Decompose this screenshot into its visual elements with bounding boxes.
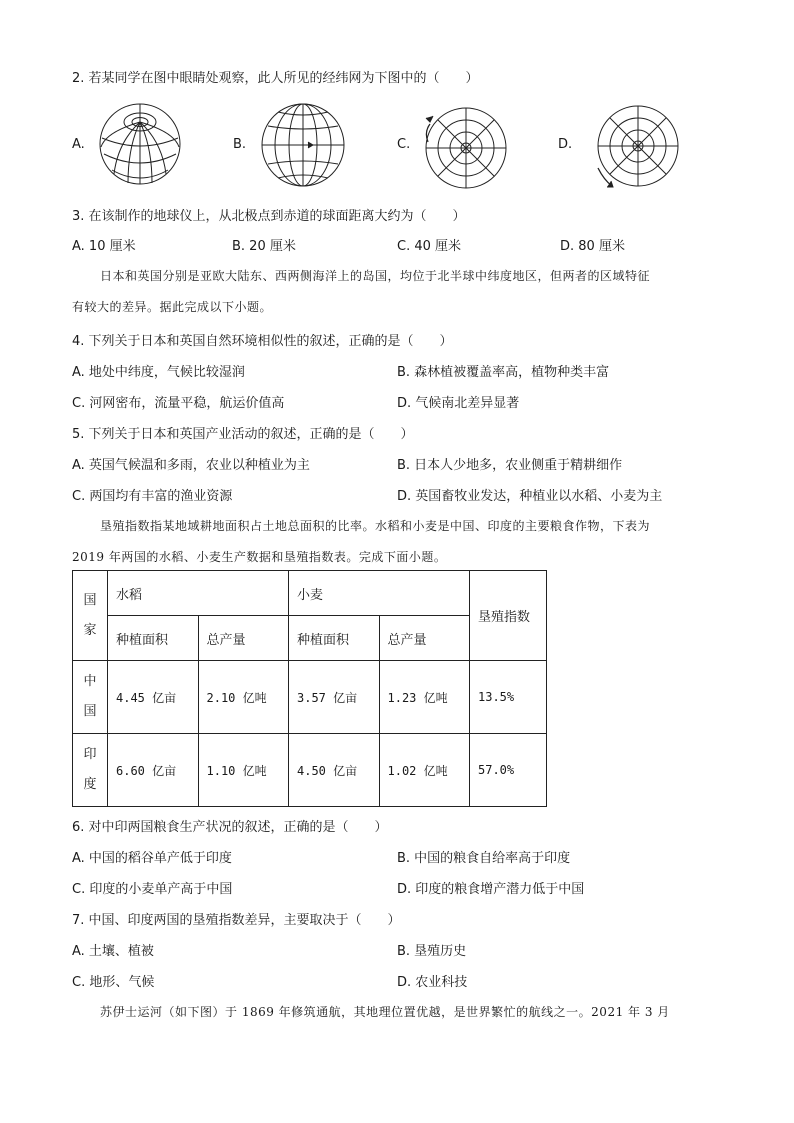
q2-option-b-label: B. xyxy=(233,137,247,152)
crop-data-table xyxy=(72,570,547,807)
india-wheat-output: 1.02 亿吨 xyxy=(379,734,470,807)
q5-option-c: C. 两国均有丰富的渔业资源 xyxy=(72,489,233,504)
q2-option-d-label: D. xyxy=(558,137,573,152)
q2-option-a-label: A. xyxy=(72,137,85,152)
q4-option-b: B. 森林植被覆盖率高，植物种类丰富 xyxy=(397,365,610,380)
q7-stem: 7. 中国、印度两国的垦殖指数差异，主要取决于（ ） xyxy=(72,913,401,928)
passage1-line2: 有较大的差异。据此完成以下小题。 xyxy=(72,300,273,314)
china-wheat-area: 3.57 亿亩 xyxy=(289,661,380,734)
q7-option-d: D. 农业科技 xyxy=(397,975,468,990)
china-rice-area: 4.45 亿亩 xyxy=(108,661,199,734)
q3-option-b: B. 20 厘米 xyxy=(232,239,296,254)
table-row xyxy=(73,734,547,807)
q4-stem: 4. 下列关于日本和英国自然环境相似性的叙述，正确的是（ ） xyxy=(72,334,453,349)
globe-diagram-d xyxy=(592,102,684,194)
passage3-line1: 苏伊士运河（如下图）于 1869 年修筑通航，其地理位置优越，是世界繁忙的航线之一。2021 年 3 月 xyxy=(100,1005,670,1019)
q6-option-d: D. 印度的粮食增产潜力低于中国 xyxy=(397,882,585,897)
q3-option-a: A. 10 厘米 xyxy=(72,239,136,254)
q5-option-b: B. 日本人少地多，农业侧重于精耕细作 xyxy=(397,458,623,473)
q5-stem: 5. 下列关于日本和英国产业活动的叙述，正确的是（ ） xyxy=(72,427,414,442)
passage2-line2: 2019 年两国的水稻、小麦生产数据和垦殖指数表。完成下面小题。 xyxy=(72,550,447,564)
globe-diagram-c xyxy=(420,102,510,192)
header-wheat: 小麦 xyxy=(289,571,470,616)
q4-option-d: D. 气候南北差异显著 xyxy=(397,396,520,411)
q6-option-b: B. 中国的粮食自给率高于印度 xyxy=(397,851,571,866)
q7-option-c: C. 地形、气候 xyxy=(72,975,155,990)
q6-option-c: C. 印度的小麦单产高于中国 xyxy=(72,882,233,897)
q6-stem: 6. 对中印两国粮食生产状况的叙述，正确的是（ ） xyxy=(72,820,388,835)
row-country-china: 中 国 xyxy=(73,661,108,734)
q5-option-d: D. 英国畜牧业发达，种植业以水稻、小麦为主 xyxy=(397,489,663,504)
q3-option-d: D. 80 厘米 xyxy=(560,239,625,254)
passage1-line1: 日本和英国分别是亚欧大陆东、西两侧海洋上的岛国，均位于北半球中纬度地区，但两者的区域特征 xyxy=(100,269,651,283)
q5-option-a: A. 英国气候温和多雨，农业以种植业为主 xyxy=(72,458,310,473)
china-rice-output: 2.10 亿吨 xyxy=(198,661,289,734)
q7-option-a: A. 土壤、植被 xyxy=(72,944,154,959)
q3-stem: 3. 在该制作的地球仪上，从北极点到赤道的球面距离大约为（ ） xyxy=(72,209,466,224)
q3-option-c: C. 40 厘米 xyxy=(397,239,462,254)
india-rice-area: 6.60 亿亩 xyxy=(108,734,199,807)
china-wheat-output: 1.23 亿吨 xyxy=(379,661,470,734)
q4-option-a: A. 地处中纬度，气候比较湿润 xyxy=(72,365,245,380)
header-country: 国 家 xyxy=(73,571,108,661)
header-rice-output: 总产量 xyxy=(198,616,289,661)
globe-diagram-b xyxy=(260,102,346,188)
india-wheat-area: 4.50 亿亩 xyxy=(289,734,380,807)
row-country-india: 印 度 xyxy=(73,734,108,807)
india-rice-output: 1.10 亿吨 xyxy=(198,734,289,807)
header-rice-area: 种植面积 xyxy=(108,616,199,661)
header-index: 垦殖指数 xyxy=(470,571,547,661)
q7-option-b: B. 垦殖历史 xyxy=(397,944,467,959)
table-row xyxy=(73,661,547,734)
header-rice: 水稻 xyxy=(108,571,289,616)
q6-option-a: A. 中国的稻谷单产低于印度 xyxy=(72,851,232,866)
india-index: 57.0% xyxy=(470,734,547,807)
q2-option-c-label: C. xyxy=(397,137,411,152)
passage2-line1: 垦殖指数指某地域耕地面积占土地总面积的比率。水稻和小麦是中国、印度的主要粮食作物，下表为 xyxy=(100,519,651,533)
q2-stem: 2. 若某同学在图中眼睛处观察，此人所见的经纬网为下图中的（ ） xyxy=(72,71,479,86)
q4-option-c: C. 河网密布，流量平稳，航运价值高 xyxy=(72,396,285,411)
header-wheat-area: 种植面积 xyxy=(289,616,380,661)
globe-diagram-a xyxy=(98,102,182,186)
header-wheat-output: 总产量 xyxy=(379,616,470,661)
china-index: 13.5% xyxy=(470,661,547,734)
